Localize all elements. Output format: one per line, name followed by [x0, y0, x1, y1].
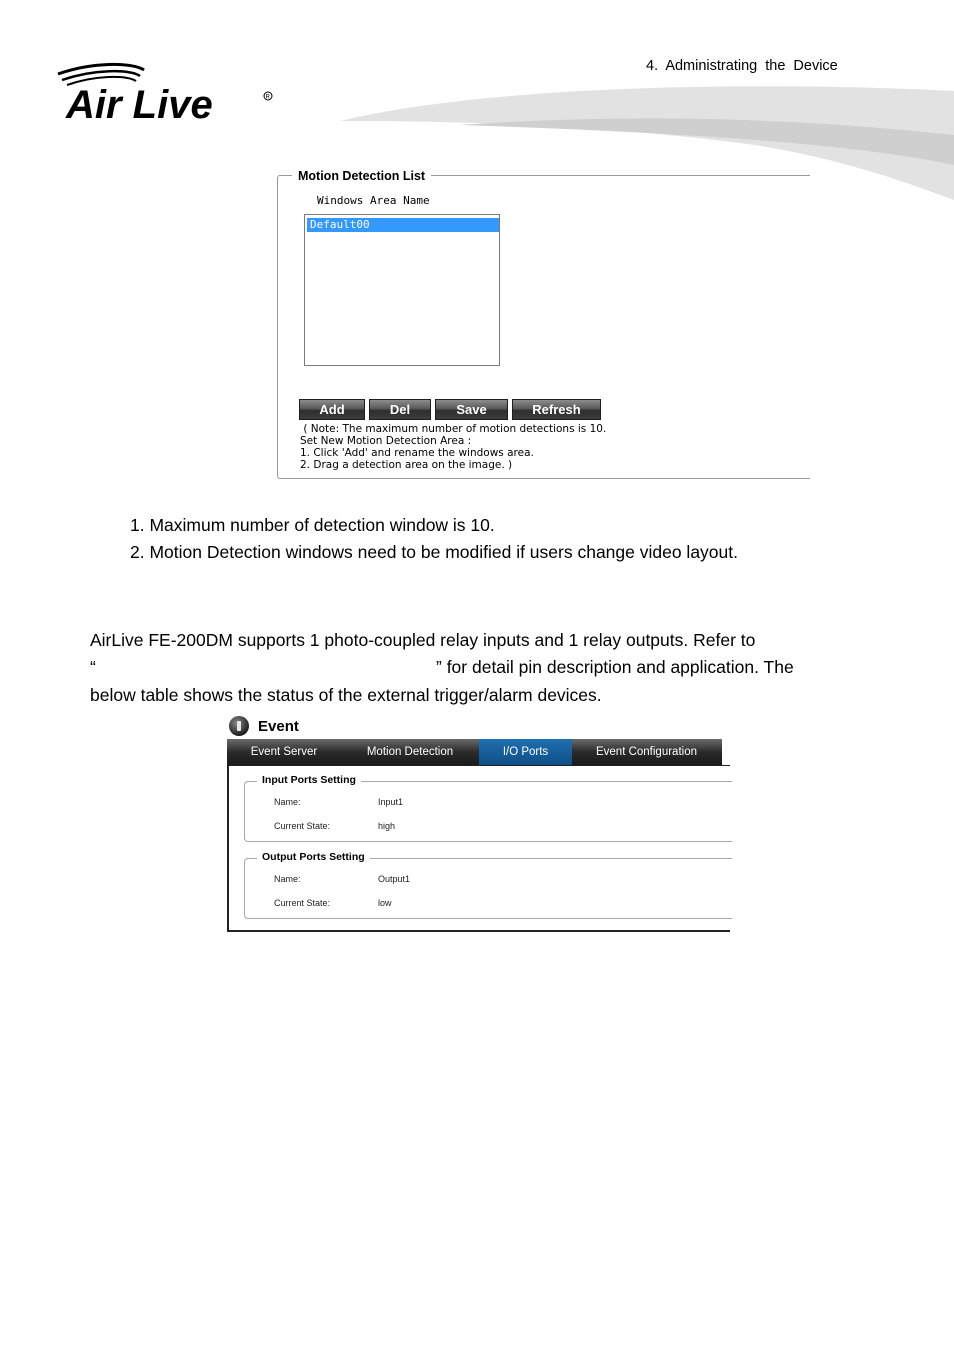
tab-event-configuration[interactable]: Event Configuration — [595, 746, 697, 758]
input-state-label: Current State: — [274, 821, 331, 831]
note-line: 2. Drag a detection area on the image. ) — [300, 459, 513, 471]
output-ports-fieldset — [244, 851, 732, 919]
note-item: 2. Motion Detection windows need to be modified if users change video layout. — [130, 542, 738, 562]
note-line: Set New Motion Detection Area : — [300, 435, 472, 447]
svg-text:Air Live: Air Live — [66, 83, 213, 127]
note-line: ( Note: The maximum number of motion detections is 10. — [300, 423, 607, 435]
output-ports-legend: Output Ports Setting — [257, 851, 370, 863]
windows-area-listbox[interactable] — [304, 214, 500, 366]
motion-detection-legend: Motion Detection List — [292, 169, 431, 183]
event-icon — [229, 716, 249, 736]
event-tab-bar — [227, 739, 722, 765]
note-line: 1. Click 'Add' and rename the windows area. — [300, 447, 534, 459]
event-title: Event — [258, 718, 299, 735]
add-button[interactable]: Add — [299, 399, 365, 420]
output-state-label: Current State: — [274, 898, 331, 908]
tab-io-ports[interactable]: I/O Ports — [479, 739, 572, 765]
input-name-value: Input1 — [378, 797, 404, 807]
output-name-value: Output1 — [378, 874, 411, 884]
output-state-value: low — [378, 898, 392, 908]
chapter-heading: 4. Administrating the Device — [646, 58, 838, 74]
refresh-button[interactable]: Refresh — [512, 399, 601, 420]
del-button[interactable]: Del — [369, 399, 431, 420]
input-ports-fieldset — [244, 774, 732, 842]
save-button[interactable]: Save — [435, 399, 508, 420]
svg-text:R: R — [265, 94, 270, 101]
airlive-logo — [52, 60, 282, 130]
windows-area-column-header: Windows Area Name — [317, 194, 430, 207]
output-name-label: Name: — [274, 874, 301, 884]
note-item: 1. Maximum number of detection window is 10. — [130, 515, 495, 535]
input-ports-legend: Input Ports Setting — [257, 774, 361, 786]
tab-event-server[interactable]: Event Server — [250, 746, 318, 758]
input-state-value: high — [378, 821, 396, 831]
input-name-label: Name: — [274, 797, 301, 807]
paragraph-line: below table shows the status of the external trigger/alarm devices. — [90, 685, 602, 705]
open-quote: “ — [90, 657, 96, 677]
tab-motion-detection[interactable]: Motion Detection — [366, 746, 454, 758]
list-item[interactable]: Default00 — [307, 218, 499, 232]
io-ports-panel — [227, 765, 730, 932]
paragraph-line: AirLive FE-200DM supports 1 photo-coupled relay inputs and 1 relay outputs. Refer to — [90, 630, 756, 650]
paragraph-line: ” for detail pin description and application. The — [436, 657, 794, 677]
